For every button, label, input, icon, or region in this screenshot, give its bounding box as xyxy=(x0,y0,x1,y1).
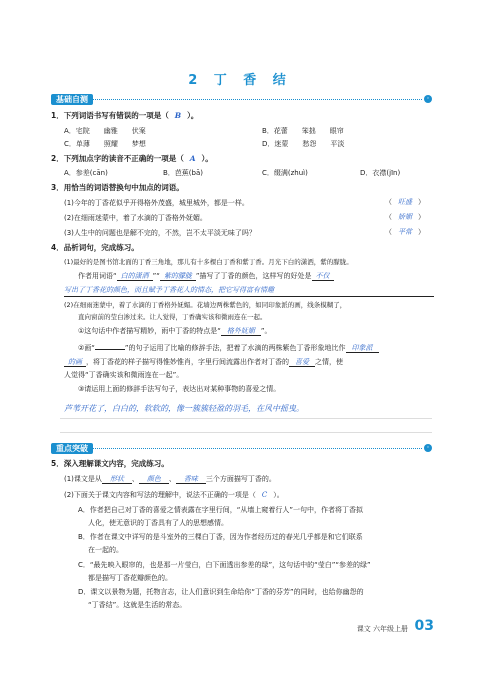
q2-option-d: D．衣襟(jīn) xyxy=(360,169,401,177)
q1-option-b: B．花蕾 笨拙 眼帘 xyxy=(262,127,344,135)
section-marker-icon: ◦ xyxy=(424,444,432,452)
q4-sub-3-answer: 芦苇开花了，白白的，软软的，像一簇簇轻盈的羽毛，在风中摇曳。 xyxy=(64,404,304,413)
q4-passage-1: (1)最好的是图书馆北面的丁香三角地，那儿有十多棵白丁香和紫丁香。月光下白的潇洒，紫的朦胧。 xyxy=(64,258,353,266)
q4-answer-line-2: 写出了丁香花的颜色，而且赋予丁香花人的情态，把它写得富有情趣 xyxy=(64,285,434,297)
q4-answer-line-1: 作者用词语“ 白的潇洒 ”“ 紫的朦胧 ”描写了丁香的颜色，这样写的好处是 不仅 xyxy=(78,271,334,282)
q5-option-b-2: 在一起的。 xyxy=(88,546,123,554)
q3-answer-2: （ 娇媚 ） xyxy=(385,213,425,221)
q3-answer-3: （ 平常 ） xyxy=(385,228,425,236)
q5-option-a-2: 人化，使无意识的丁香具有了人的思想感情。 xyxy=(88,519,228,527)
question-2: 2．下列加点字的读音不正确的一项是（ A ）。 xyxy=(51,154,213,163)
question-4: 4．品析词句，完成练习。 xyxy=(51,243,139,252)
q2-option-a: A．参差(cān) xyxy=(64,169,108,177)
question-5: 5．深入理解课文内容，完成练习。 xyxy=(51,459,169,468)
answer-2: A xyxy=(189,154,196,163)
q5-option-d-1: D．课文以景物为题，托物言志，让人们意识到生命给你“丁香的芬芳”的同时，也给你幽怨的 xyxy=(78,588,364,596)
divider xyxy=(91,448,422,449)
q5-sub-2: (2)下面关于课文内容和写法的理解中，说法不正确的一项是（ C ）。 xyxy=(64,491,284,499)
q4-sub-2c: 人觉得“丁香确实该和微雨连在一起”。 xyxy=(64,371,184,379)
q3-sentence-3: (3)人生中的问题也是解不完的，不然，岂不太平淡无味了吗？ xyxy=(64,229,256,237)
divider xyxy=(91,99,422,100)
answer-line xyxy=(60,418,432,419)
q5-option-d-2: “丁香结”。这就是生活的常态。 xyxy=(88,601,187,609)
answer-1: B xyxy=(174,111,182,120)
q1-option-d: D．迷蒙 愁怨 平淡 xyxy=(262,140,345,148)
q2-option-b: B．芭蕉(bā) xyxy=(163,169,203,177)
section-marker-icon: ◦ xyxy=(424,95,432,103)
question-3: 3．用恰当的词语替换句中加点的词语。 xyxy=(51,183,184,192)
q3-answer-1: （ 旺盛 ） xyxy=(385,198,425,206)
q2-option-c: C．缀满(zhuì) xyxy=(262,169,308,177)
section-tag: 基础自测 xyxy=(51,94,93,105)
q5-option-c-1: C．“最先映入眼帘的，也是那一片莹白，白下面透出参差的绿”，这句话中的“莹白”“参差的绿” xyxy=(78,561,371,569)
q4-sub-2b: 的画 ，将丁香花的样子描写得惟妙惟肖，字里行间流露出作者对丁香的 喜爱 之情，使 xyxy=(64,357,343,368)
page-number: 03 xyxy=(414,618,434,634)
q5-option-a-1: A．作者把自己对丁香的喜爱之情表露在字里行间，“从墙上窥着行人”一句中，作者将丁香拟 xyxy=(78,506,364,514)
section-bar-focus xyxy=(51,443,434,454)
question-1: 1．下列词语书写有错误的一项是（ B ）。 xyxy=(51,111,199,120)
q5-option-c-2: 都是描写丁香花瓣颜色的。 xyxy=(88,574,172,582)
q5-option-b-1: B．作者在课文中详写的是斗室外的三棵白丁香，因为作者经历过的春光几乎都是和它们联系 xyxy=(78,533,363,541)
q1-option-c: C．单薄 照耀 梦想 xyxy=(64,140,146,148)
q5-sub-1: (1)课文是从 形状 、 颜色 、 香味 三个方面描写丁香的。 xyxy=(64,475,276,483)
q3-sentence-1: (1)今年的丁香花似乎开得格外茂盛，城里城外，都是一样。 xyxy=(64,199,249,207)
q4-sub-1: ①这句话中作者描写精妙，雨中丁香的特点是“ 格外妩媚 ”。 xyxy=(78,327,272,335)
footer-label: 课文 六年级上册 xyxy=(356,625,408,633)
q4-sub-2: ②画“ ”的句子运用了比喻的修辞手法，把着了水滴的两株紫色丁香形象地比作 印象派 xyxy=(78,343,379,354)
section-tag: 重点突破 xyxy=(51,443,93,454)
q4-passage-2: (2)在细雨迷蒙中，着了水滴的丁香格外妩媚。花墙边两株紫色的，如同印象派的画，线条模糊了， xyxy=(64,301,347,309)
q3-sentence-2: (2)在细雨迷蒙中，着了水滴的丁香格外妩媚。 xyxy=(64,214,207,222)
lesson-title: 2 丁 香 结 xyxy=(188,73,292,88)
q4-sub-3: ③请运用上面的修辞手法写句子，表达出对某种事物的喜爱之情。 xyxy=(78,385,281,393)
q4-passage-2b: 直向窗前的莹白渗过来。让人觉得，丁香确实该和微雨连在一起。 xyxy=(78,313,267,321)
section-bar-basic xyxy=(51,94,434,105)
answer-line xyxy=(60,432,432,433)
q1-option-a: A．宅院 幽雅 伏案 xyxy=(64,127,146,135)
